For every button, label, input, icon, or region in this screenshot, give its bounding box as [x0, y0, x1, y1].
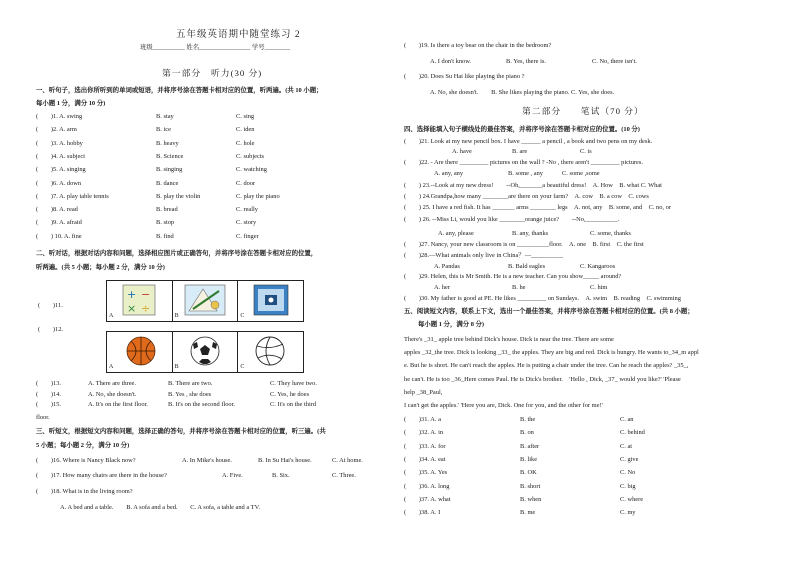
s5-q33-option-c[interactable]: C. at [620, 442, 633, 450]
s5-q33-option-b[interactable]: B. after [520, 442, 540, 450]
question-11: ( )11. [38, 302, 63, 309]
q22-option-b[interactable]: B. some , any [508, 170, 543, 177]
s5-q35-option-b[interactable]: B. OK [520, 469, 537, 477]
s1-q4-option-a[interactable]: ( )4. A. subject [36, 152, 85, 160]
q12-option-a-basketball[interactable] [107, 332, 173, 372]
s1-q2-option-c[interactable]: C. iden [236, 126, 255, 134]
s5-q31-option-c[interactable]: C. an [620, 416, 634, 423]
question-16: ( )16. Where is Nancy Black now? [36, 457, 136, 464]
q20-options[interactable]: A. No, she doesn't. B. She likes playing the piano. C. Yes, she does. [430, 89, 615, 96]
s5-q34-option-c[interactable]: C. give [620, 455, 639, 463]
q29-option-c[interactable]: C. him [590, 284, 608, 291]
math-symbols-icon [107, 281, 171, 321]
question-21: ( )21. Look at my new pencil box. I have ______ a pencil , a book and two pens on my desk. [404, 138, 653, 145]
s5-q37-option-b[interactable]: B. when [520, 495, 542, 503]
q28-option-c[interactable]: C. Kangaroos [580, 263, 616, 270]
q12-picture-options [106, 331, 304, 373]
s5-q37-option-a[interactable]: ( )37. A. what [404, 495, 451, 503]
s1-q3-option-b[interactable]: B. heavy [156, 139, 179, 147]
q13-option-c[interactable]: C. They have two. [270, 380, 317, 387]
question-30: ( )30. My father is good at PE. He likes _________ on Sundays. A. swim B. reading C. swimming [404, 295, 681, 302]
s1-q10-option-b[interactable]: B. find [156, 232, 174, 240]
q17-option-b[interactable]: B. Six. [272, 472, 290, 479]
s1-q10-option-a[interactable]: ( ) 10. A. fine [36, 232, 82, 240]
q16-option-b[interactable]: B. In Su Hai's house. [258, 457, 312, 464]
question-27: ( )27. Nancy, your new classroom is on __________floor. A. one B. first C. the first [404, 241, 644, 248]
q22-option-a[interactable]: A. any, any [434, 170, 464, 177]
question-29: ( )29. Helen, this is Mr Smith. He is a new teacher. Can you show_____ around? [404, 273, 622, 280]
s1-q6-option-a[interactable]: ( )6. A. down [36, 179, 82, 187]
svg-text:÷: ÷ [141, 302, 151, 315]
section2-instruction-cont: 听两遍。(共 5 小题；每小题 2 分，满分 10 分) [36, 264, 165, 271]
s5-q36-option-c[interactable]: C. big [620, 482, 636, 490]
q26-option-b[interactable]: B. any, thanks [512, 230, 549, 237]
s5-q38-option-c[interactable]: C. my [620, 509, 636, 517]
s5-q32-option-a[interactable]: ( )32. A. in [404, 429, 444, 437]
s5-q36-option-b[interactable]: B. short [520, 482, 541, 490]
s5-q31-option-b[interactable]: B. the [520, 416, 536, 423]
question-26: ( ) 26. --Miss Li, would you like ________orange juice? --No,__________. [404, 216, 620, 223]
s5-q32-option-b[interactable]: B. on [520, 429, 534, 437]
q16-option-c[interactable]: C. At home. [332, 457, 363, 464]
section3-instruction: 三、听短文，根据短文内容和问题，选择正确的答句，并将序号涂在答题卡相对应的位置，听三遍。(共 [36, 428, 326, 435]
section2-instruction: 二、听对话，根据对话内容和问题，选择相应图片或正确答句，并将序号涂在答题卡相对应的位置， [36, 250, 318, 257]
s1-q2-option-a[interactable]: ( )2. A. arm [36, 126, 77, 134]
s1-q7-option-c[interactable]: C. play the piano [236, 192, 280, 200]
q14-option-c[interactable]: C. Yes, he does [270, 391, 310, 398]
q11-option-b-art-tools[interactable] [173, 281, 239, 321]
q11-picture-options [106, 280, 304, 322]
s5-q31-option-a[interactable]: ( )31. A. a [404, 416, 441, 423]
option-label: C [240, 363, 245, 370]
s1-q10-option-c[interactable]: C. finger [236, 232, 259, 240]
s1-q5-option-c[interactable]: C. watching [236, 166, 267, 174]
section5-instruction: 五、阅读短文内容，联系上下文，选出一个最佳答案，并将序号涂在答题卡相对应的位置。(共 8 小题； [404, 308, 694, 315]
s1-q5-option-a[interactable]: ( )5. A. singing [36, 166, 86, 174]
passage-line: help _38_Paul, [404, 388, 443, 396]
s5-q38-option-a[interactable]: ( )38. A. I [404, 509, 441, 517]
option-label: A [109, 363, 114, 370]
q21-option-a[interactable]: A. have [452, 148, 472, 155]
q15-option-b[interactable]: B. It's on the second floor. [168, 401, 236, 408]
q17-option-a[interactable]: A. Five. [222, 472, 243, 479]
s1-q8-option-c[interactable]: C. really [236, 206, 259, 214]
question-15: ( )15. [36, 401, 62, 408]
q16-option-a[interactable]: A. In Mike's house. [182, 457, 232, 464]
volleyball-icon [238, 332, 302, 372]
option-label: B [174, 363, 179, 370]
s1-q1-option-a[interactable]: ( )1. A. swing [36, 113, 83, 120]
q14-option-a[interactable]: A. No, she doesn't. [88, 391, 137, 398]
part1-heading: 第一部分 听力(30 分) [162, 68, 263, 78]
q15-option-a[interactable]: A. It's on the first floor. [88, 401, 148, 408]
q22-option-c[interactable]: C. some ,some [562, 170, 600, 177]
q21-option-c[interactable]: C. is [580, 148, 592, 155]
s5-q37-option-c[interactable]: C. where [620, 495, 644, 503]
page-title: 五年级英语期中随堂练习 2 [176, 30, 301, 40]
q17-option-c[interactable]: C. Three. [332, 472, 356, 479]
s5-q35-option-c[interactable]: C. No [620, 469, 636, 477]
s1-q9-option-a[interactable]: ( )9. A. afraid [36, 219, 82, 227]
s1-q8-option-b[interactable]: B. bread [156, 206, 178, 214]
q21-option-b[interactable]: B. are [512, 148, 528, 155]
question-14: ( )14. [36, 391, 62, 398]
s1-q2-option-b[interactable]: B. ice [156, 126, 171, 134]
svg-text:×: × [127, 302, 137, 315]
s1-q1-option-c[interactable]: C. sing [236, 113, 255, 120]
option-label: C [240, 312, 245, 319]
s1-q5-option-b[interactable]: B. singing [156, 166, 183, 174]
svg-text:−: − [141, 288, 151, 301]
q26-option-a[interactable]: A. any, please [438, 230, 474, 237]
s5-q32-option-c[interactable]: C. behind [620, 429, 645, 437]
q12-option-b-football[interactable] [173, 332, 239, 372]
s5-q34-option-b[interactable]: B. like [520, 455, 538, 463]
svg-text:+: + [127, 288, 137, 301]
passage-line: e. But he is short. He can't reach the apples. He is putting a chair under the tree. Can he reach the apples? _35_, [404, 362, 689, 370]
question-19: ( )19. Is there a toy bear on the chair in the bedroom? [404, 42, 552, 49]
passage-line: he can't. He is too _36_Here comes Paul. He is Dick's brother. 'Hello , Dick, _37_ would you like?' 'Please [404, 375, 681, 383]
question-17: ( )17. How many chairs are there in the house? [36, 472, 167, 479]
q15-option-c[interactable]: C. It's on the third [270, 401, 317, 408]
s1-q7-option-b[interactable]: B. play the violin [156, 192, 201, 200]
s1-q4-option-b[interactable]: B. Science [156, 152, 184, 160]
s5-q34-option-a[interactable]: ( )34. A. eat [404, 455, 446, 463]
s1-q3-option-a[interactable]: ( )3. A. hobby [36, 139, 83, 147]
q19-option-c[interactable]: C. No, there isn't. [592, 58, 637, 65]
section1-instruction-cont: 每小题 1 分，满分 10 分) [36, 100, 106, 107]
q11-option-a-math-symbols[interactable] [107, 281, 173, 321]
s1-q7-option-a[interactable]: ( )7. A. play table tennis [36, 192, 109, 200]
s1-q4-option-c[interactable]: C. subjects [236, 152, 265, 160]
q29-option-a[interactable]: A. her [434, 284, 450, 291]
q26-option-c[interactable]: C. some, thanks [590, 230, 631, 237]
part2-heading: 第二部分 笔试（70 分） [522, 106, 644, 116]
q13-option-a[interactable]: A. There are three. [88, 380, 136, 387]
s5-q36-option-a[interactable]: ( )36. A. long [404, 482, 450, 490]
s1-q6-option-c[interactable]: C. door [236, 179, 256, 187]
question-12: ( )12. [38, 326, 64, 333]
s5-q33-option-a[interactable]: ( )33. A. for [404, 442, 446, 450]
question-24: ( ) 24.Grandpa,how many ________are there on your farm? A. cow B. a cow C. cows [404, 193, 649, 200]
computer-screen-icon [238, 281, 302, 321]
q11-option-c-computer-screen[interactable] [238, 281, 303, 321]
q19-option-a[interactable]: A. I don't know. [430, 58, 472, 65]
q19-option-b[interactable]: B. Yes, there is. [506, 58, 546, 65]
question-20: ( )20. Does Su Hai like playing the piano ? [404, 73, 525, 80]
section5-instruction-cont: 每小题 1 分，满分 8 分) [418, 321, 485, 328]
question-22: ( )22. - Are there _________ pictures on the wall ? -No , there aren't _________ pictures. [404, 159, 643, 166]
option-label: B [174, 312, 179, 319]
s5-q35-option-a[interactable]: ( )35. A. Yes [404, 469, 448, 477]
basketball-icon [107, 332, 171, 372]
q12-option-c-volleyball[interactable] [238, 332, 303, 372]
s1-q1-option-b[interactable]: B. stay [156, 113, 174, 120]
art-tools-icon [173, 281, 237, 321]
section4-instruction: 四、选择能填入句子横线处的最佳答案，并将序号涂在答题卡相对应的位置。(10 分) [404, 126, 640, 133]
question-23: ( ) 23.--Look at my new dress! --Oh,_______a beautiful dress! A. How B. what C. What [404, 182, 662, 189]
s5-q38-option-b[interactable]: B. me [520, 509, 536, 517]
question-18: ( )18. What is in the living room? [36, 488, 133, 495]
s1-q8-option-a[interactable]: ( )8. A. read [36, 206, 78, 214]
s1-q9-option-b[interactable]: B. stop [156, 219, 175, 227]
q28-option-a[interactable]: A. Pandas [434, 263, 460, 270]
s1-q3-option-c[interactable]: C. hole [236, 139, 255, 147]
s1-q6-option-b[interactable]: B. dance [156, 179, 179, 187]
section3-instruction-cont: 5 小题；每小题 2 分，满分 10 分) [36, 442, 130, 449]
question-25: ( ) 25. I have a red fish. It has _______ arms ________ legs A. not, any B. some, and C. no, or [404, 204, 671, 211]
q14-option-b[interactable]: B. Yes , she does [168, 391, 212, 398]
s1-q9-option-c[interactable]: C. story [236, 219, 257, 227]
q29-option-b[interactable]: B. he [512, 284, 526, 291]
q13-option-b[interactable]: B. There are two. [168, 380, 213, 387]
question-28: ( )28.—What animals only live in China？—__________ [404, 252, 564, 259]
question-13: ( )13. [36, 380, 62, 387]
q15-continuation: floor. [36, 414, 50, 421]
q28-option-b[interactable]: B. Bald eagles [508, 263, 546, 270]
passage-line: I can't get the apples.' 'Here you are, Dick. One for you, and the other for me!' [404, 402, 603, 409]
option-label: A [109, 312, 114, 319]
section1-instruction: 一、听句子，选出你所听到的单词或短语，并将序号涂在答题卡相对应的位置，听两遍。(共 10 小题； [36, 87, 323, 94]
student-info-line: 班级__________ 姓名________________ 学号________ [140, 44, 291, 51]
passage-line: There's _31_ apple tree behind Dick's house. Dick is near the tree. There are some [404, 336, 614, 343]
passage-line: apples _32_the tree. Dick is looking _33_ the apples. They are big and red. Dick is hungry. He wants to_34_m appl [404, 349, 699, 357]
football-icon [173, 332, 237, 372]
q18-options[interactable]: A. A bed and a table. B. A sofa and a bed. C. A sofa, a table and a TV. [60, 504, 260, 511]
